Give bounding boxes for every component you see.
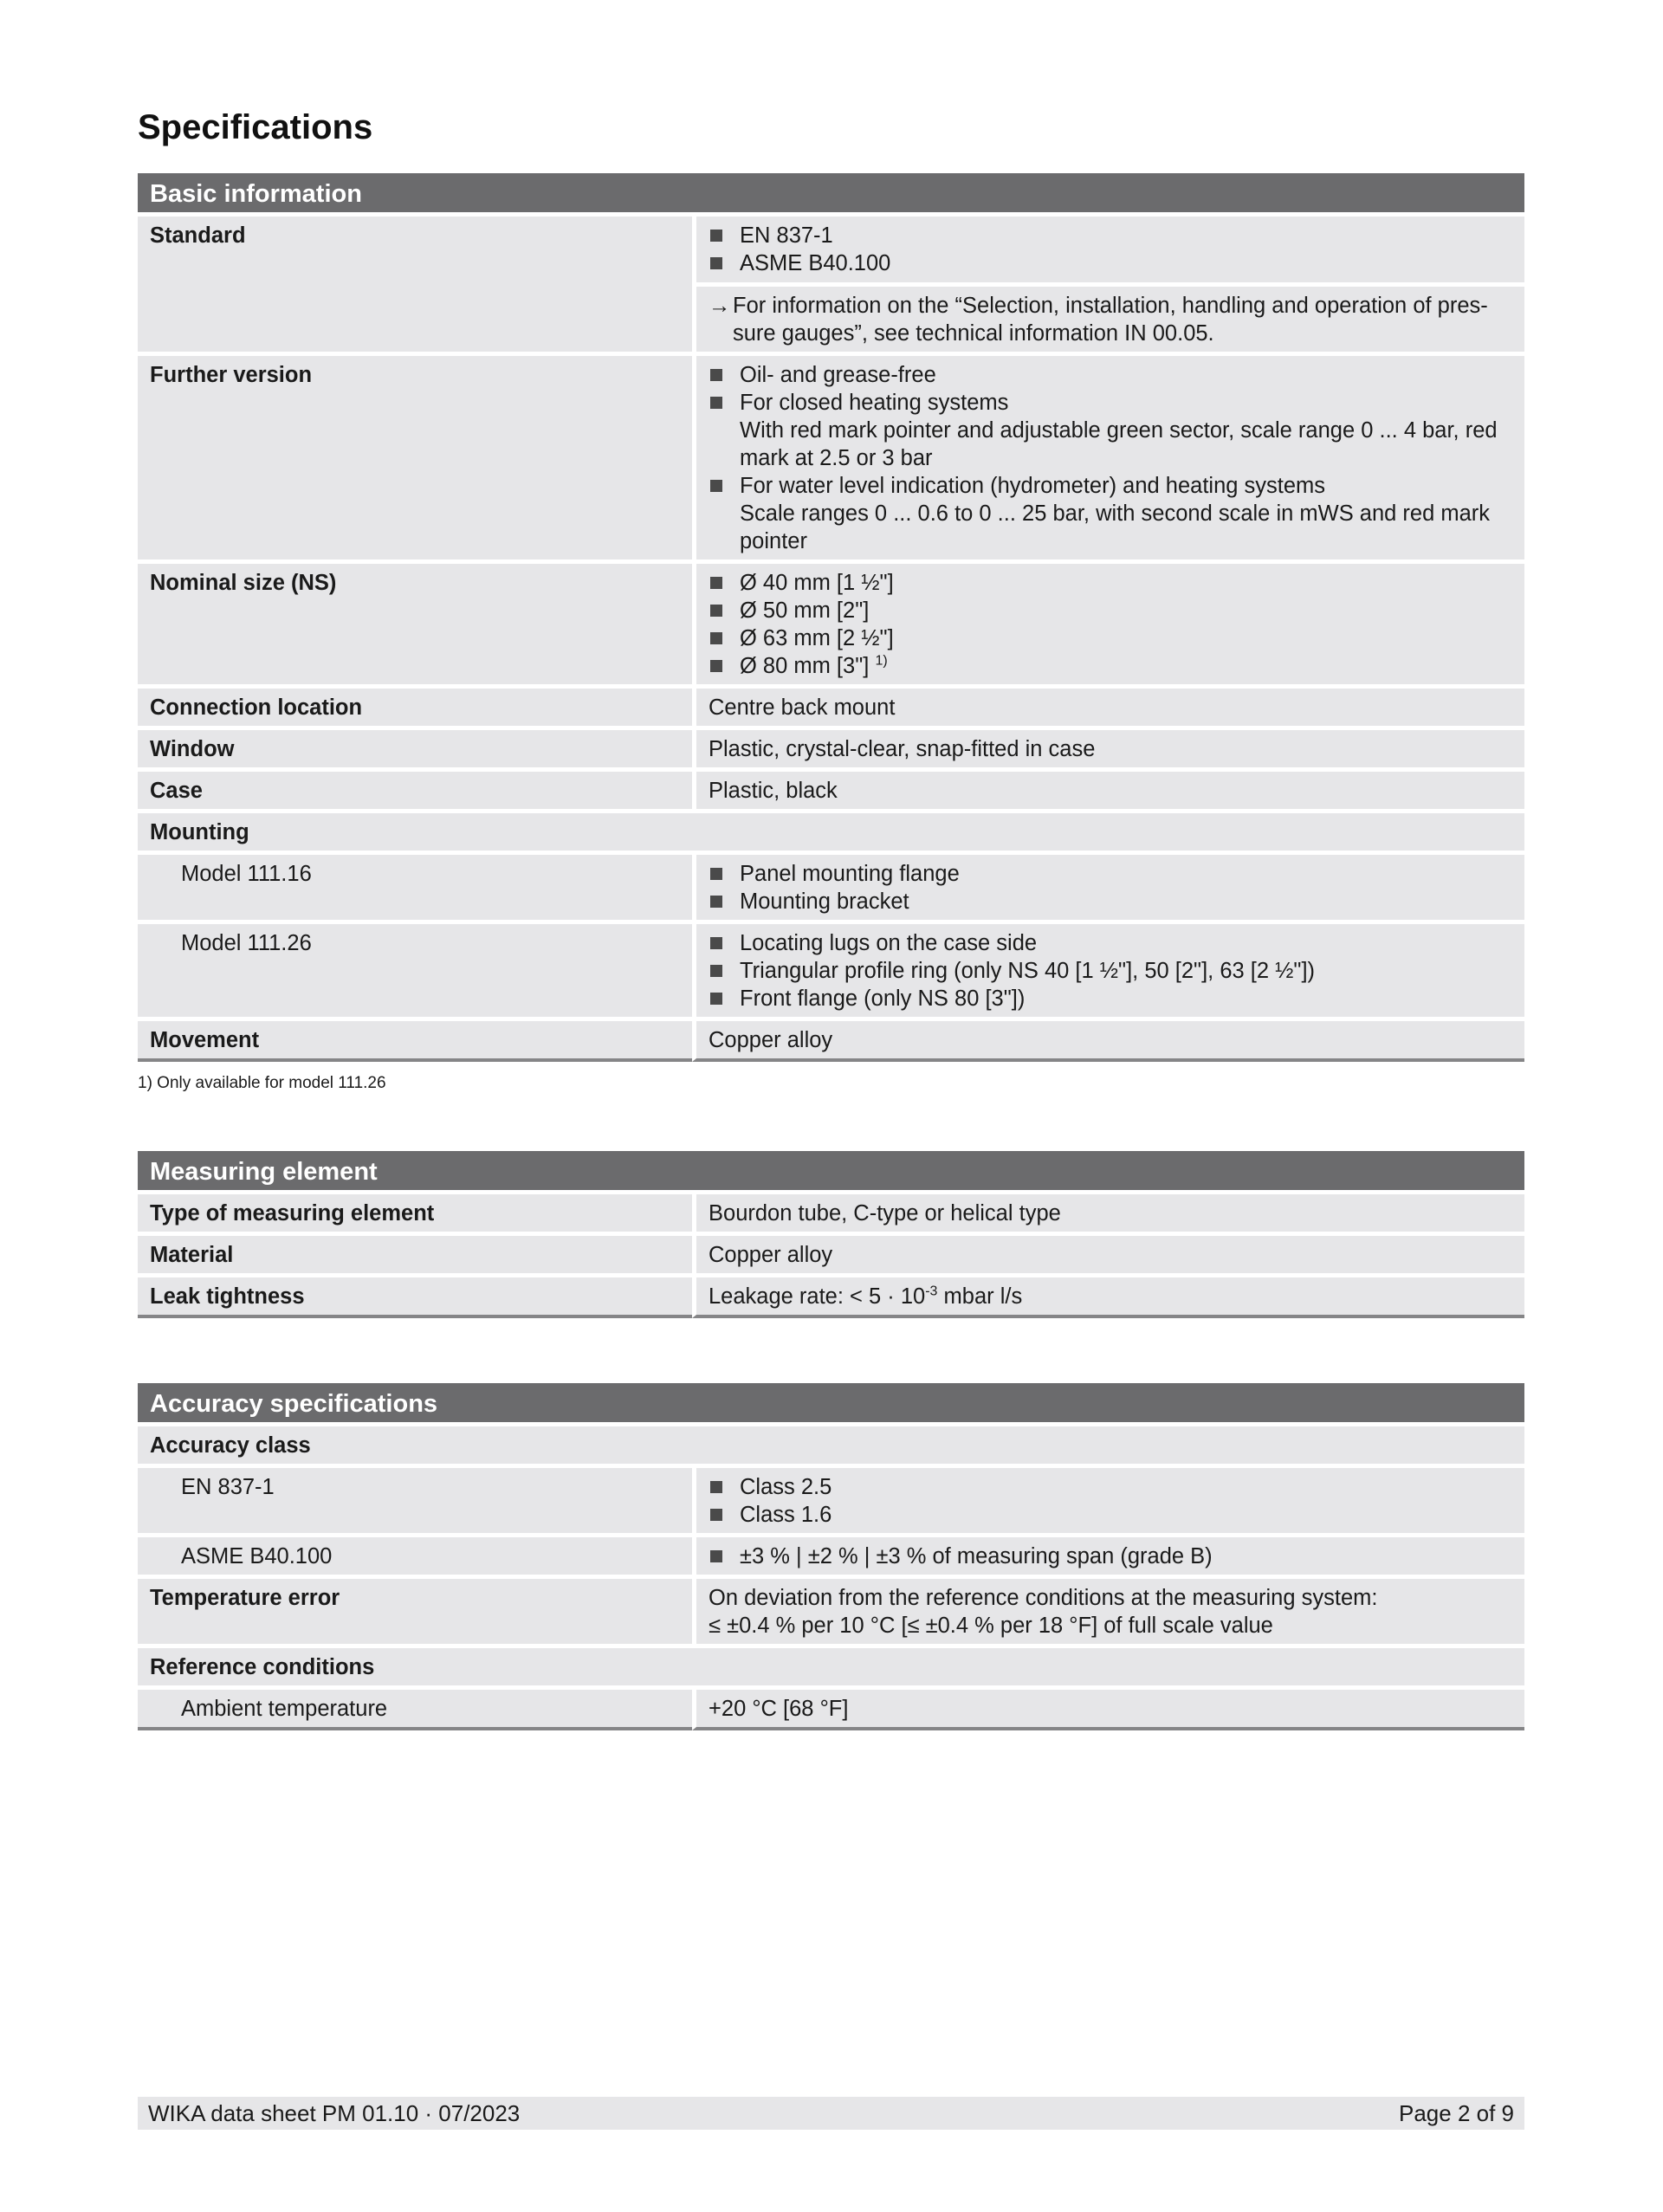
table-row	[138, 217, 1524, 352]
row-value	[692, 1537, 1524, 1575]
page-title: Specifications	[138, 108, 373, 146]
measuring-element-table	[138, 1147, 1524, 1323]
table-row	[138, 1426, 1524, 1464]
basic-information-table	[138, 169, 1524, 1066]
reference-note	[709, 292, 1512, 347]
row-label: Standard	[138, 217, 692, 352]
table-row	[138, 855, 1524, 920]
list-item: ±3 % | ±2 % | ±3 % of measuring span (grade B)	[709, 1543, 1512, 1570]
row-label: Further version	[138, 356, 692, 559]
row-label: Type of measuring element	[138, 1194, 692, 1232]
table-row	[138, 1021, 1524, 1062]
datasheet-reference: WIKA data sheet PM 01.10 · 07/2023	[148, 2099, 521, 2126]
table-row	[138, 1537, 1524, 1575]
section-header: Basic information	[138, 173, 1524, 212]
row-label: Leak tightness	[138, 1277, 692, 1318]
row-sublabel: EN 837-1	[138, 1468, 692, 1533]
list-item: EN 837-1	[709, 222, 1512, 249]
row-label: Movement	[138, 1021, 692, 1062]
row-label: Material	[138, 1236, 692, 1273]
table-row	[138, 730, 1524, 767]
row-value: Plastic, black	[692, 772, 1524, 809]
list-item: Class 2.5	[709, 1473, 1512, 1501]
row-value: Leakage rate: < $5 \cdot 10^{-3}$ mbar l/s	[692, 1277, 1524, 1318]
accuracy-specifications-table	[138, 1379, 1524, 1735]
row-value: Plastic, crystal-clear, snap-fitted in case	[692, 730, 1524, 767]
row-value	[692, 356, 1524, 559]
table-row	[138, 689, 1524, 726]
row-label: Nominal size (NS)	[138, 564, 692, 684]
list-item: Mounting bracket	[709, 888, 1512, 915]
row-sublabel: ASME B40.100	[138, 1537, 692, 1575]
table-row	[138, 1277, 1524, 1318]
table-row	[138, 924, 1524, 1017]
list-item: Ø 63 mm [2 ½"]	[709, 624, 1512, 652]
table-row	[138, 1648, 1524, 1685]
table-row	[138, 813, 1524, 851]
section-header: Accuracy specifications	[138, 1383, 1524, 1422]
table-row	[138, 1690, 1524, 1730]
list-item: Front flange (only NS 80 [3"])	[709, 985, 1512, 1012]
list-item: For water level indication (hydrometer) and heating systems Scale ranges 0 ... 0.6 to 0 ... 25 bar, with second scale in mWS and red mark pointer	[709, 472, 1512, 555]
list-item: Oil- and grease-free	[709, 361, 1512, 389]
page-number: Page 2 of 9	[1399, 2099, 1514, 2126]
row-value	[692, 924, 1524, 1017]
table-row	[138, 1194, 1524, 1232]
list-item: Locating lugs on the case side	[709, 929, 1512, 957]
row-label: Accuracy class	[138, 1426, 1524, 1464]
row-sublabel: Ambient temperature	[138, 1690, 692, 1730]
row-value: On deviation from the reference conditions at the measuring system: ≤ ±0.4 % per 10 °C [≤ ±0.4 % per 18 °F] of full scale value	[692, 1579, 1524, 1644]
row-label: Connection location	[138, 689, 692, 726]
page-footer	[138, 2097, 1524, 2130]
list-item: Ø 40 mm [1 ½"]	[709, 569, 1512, 597]
table-row	[138, 1236, 1524, 1273]
row-value	[692, 1468, 1524, 1533]
row-sublabel: Model 111.16	[138, 855, 692, 920]
list-item: For closed heating systems With red mark pointer and adjustable green sector, scale range 0 ... 4 bar, red mark at 2.5 or 3 bar	[709, 389, 1512, 472]
table-row	[138, 356, 1524, 559]
table-row	[138, 564, 1524, 684]
row-value: +20 °C [68 °F]	[692, 1690, 1524, 1730]
row-value	[692, 217, 1524, 352]
list-item: Ø 80 mm [3"] $^{1)}$	[709, 652, 1512, 680]
table-row	[138, 1579, 1524, 1644]
list-item: Triangular profile ring (only NS 40 [1 ½"], 50 [2"], 63 [2 ½"])	[709, 957, 1512, 985]
row-label: Window	[138, 730, 692, 767]
list-item: Class 1.6	[709, 1501, 1512, 1529]
row-sublabel: Model 111.26	[138, 924, 692, 1017]
row-label: Temperature error	[138, 1579, 692, 1644]
table-row	[138, 1468, 1524, 1533]
list-item: Ø 50 mm [2"]	[709, 597, 1512, 624]
list-item: Panel mounting flange	[709, 860, 1512, 888]
row-value: Copper alloy	[692, 1021, 1524, 1062]
note-text: For information on the “Selection, installation, handling and operation of pres- sure gauges”, see technical information IN 00.05.	[733, 294, 1488, 346]
row-value: Centre back mount	[692, 689, 1524, 726]
row-label: Mounting	[138, 813, 1524, 851]
row-label: Case	[138, 772, 692, 809]
row-value: Bourdon tube, C-type or helical type	[692, 1194, 1524, 1232]
footnote: 1) Only available for model 111.26	[138, 1074, 386, 1092]
footnote-ref: 1)	[875, 653, 888, 669]
row-value	[692, 855, 1524, 920]
list-item: ASME B40.100	[709, 249, 1512, 277]
section-header: Measuring element	[138, 1151, 1524, 1190]
row-value	[692, 564, 1524, 684]
arrow-icon: →	[709, 294, 731, 318]
row-label: Reference conditions	[138, 1648, 1524, 1685]
table-row	[138, 772, 1524, 809]
row-value: Copper alloy	[692, 1236, 1524, 1273]
